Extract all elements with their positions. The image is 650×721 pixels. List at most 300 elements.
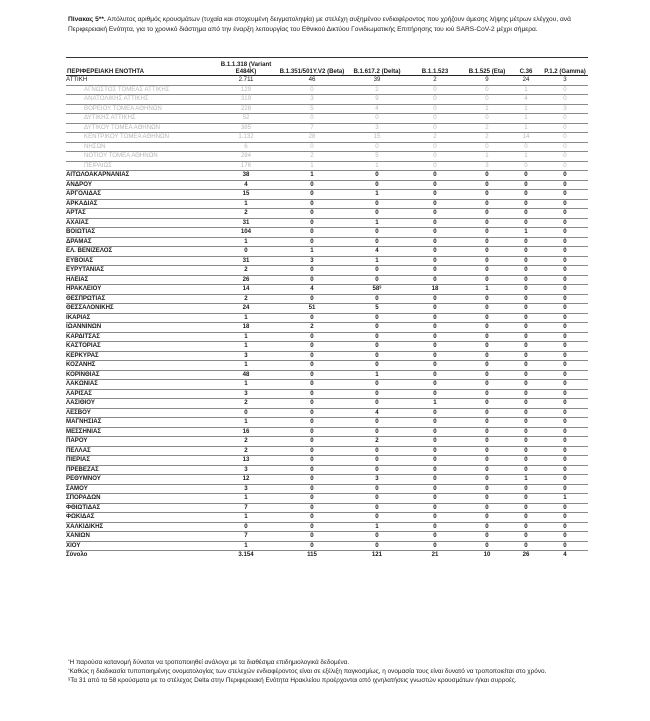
value-cell [406,342,464,352]
cell-value: 1.132 [238,133,254,140]
cell-value: 0 [563,313,567,321]
value-cell [464,456,510,466]
cell-value: 0 [485,541,489,549]
value-cell [464,342,510,352]
value-cell [464,446,510,456]
value-cell [216,399,276,409]
value-cell [510,541,542,551]
value-cell [464,275,510,285]
table-row [66,142,588,152]
value-cell [406,95,464,105]
value-cell [464,104,510,114]
cell-value: 2 [433,76,437,83]
table-row [66,532,588,542]
value-cell [542,85,588,95]
value-cell [510,456,542,466]
value-cell [406,142,464,152]
cell-value: 3 [244,351,248,359]
value-cell [510,313,542,323]
value-cell [276,342,348,352]
value-cell [542,237,588,247]
value-cell [348,123,406,133]
footnote-mark: § [379,284,382,289]
region-name: ΕΛ. ΒΕΝΙΖΕΛΟΣ [66,247,113,254]
cell-value: 9 [485,76,489,83]
value-cell [276,85,348,95]
region-name: ΑΧΑΪΑΣ [66,218,89,226]
value-cell [276,418,348,428]
cell-value: 0 [433,370,437,378]
value-cell [348,541,406,551]
value-cell [510,190,542,200]
value-cell [216,171,276,181]
value-cell [276,370,348,380]
value-cell [348,465,406,475]
cell-value: 1 [524,104,528,112]
cell-value: 0 [310,142,314,150]
cell-value: 0 [485,323,489,330]
table-row [66,275,588,285]
cell-value: 2 [244,437,248,444]
region-name: ΜΑΓΝΗΣΙΑΣ [66,418,102,425]
value-cell [464,123,510,133]
cell-value: 0 [310,332,314,340]
cell-value: 0 [375,418,379,425]
cell-value: 0 [485,266,489,273]
value-cell [216,494,276,504]
value-cell [216,484,276,494]
cell-value: 0 [563,275,567,283]
value-cell [464,484,510,494]
cell-value: 0 [524,237,528,245]
cell-value: 1 [375,370,379,378]
value-cell [510,351,542,361]
value-cell [464,532,510,542]
cell-value: 0 [433,218,437,226]
cell-value: 0 [524,256,528,264]
value-cell [464,304,510,314]
table-row [66,437,588,447]
value-cell [406,389,464,399]
cell-value: 0 [433,123,437,131]
cell-value: 0 [310,85,314,93]
value-cell [542,342,588,352]
cell-value: 0 [310,408,314,416]
value-cell [464,323,510,333]
value-cell [464,427,510,437]
cell-value: 0 [524,171,528,178]
table-row [66,294,588,304]
cell-value: 26 [242,275,250,283]
cell-value: 1 [485,285,489,292]
value-cell [464,475,510,485]
value-cell [510,304,542,314]
value-cell [276,228,348,238]
value-cell [216,123,276,133]
value-cell [406,332,464,342]
cell-value: 0 [524,456,528,463]
value-cell [510,237,542,247]
value-cell [406,161,464,171]
value-cell [542,361,588,371]
value-cell [542,446,588,456]
cell-value: 0 [524,532,528,539]
table-row [66,380,588,390]
value-cell [464,408,510,418]
value-cell [510,522,542,532]
value-cell [216,266,276,276]
value-cell [348,266,406,276]
cell-value: 0 [433,532,437,539]
footnote-text: Καθώς η διαδικασία τυποποιημένης ονοματολογίας των στελεχών ενδιαφέροντος είναι σε εξέλιξη παγκοσμίως, η ονομασία τους είναι δυνατό να τροποποιείται στο χρόνο. [69,668,547,675]
value-cell [276,494,348,504]
cell-value: 0 [375,199,379,207]
region-name: ΛΑΚΩΝΙΑΣ [66,380,98,387]
cell-value: 2 [244,399,248,406]
cell-value: 1 [244,342,248,349]
value-cell [510,133,542,143]
value-cell [276,285,348,295]
cell-value: 0 [310,427,314,435]
value-cell [510,399,542,409]
cell-value: 0 [485,199,489,207]
value-cell [510,142,542,152]
cell-value: 0 [485,332,489,340]
value-cell [216,532,276,542]
cell-value: 284 [240,152,252,159]
value-cell [510,228,542,238]
cell-value: 0 [433,209,437,216]
value-cell [348,76,406,86]
column-header: P.1.2 (Gamma) [544,67,586,75]
region-name: ΙΩΑΝΝΙΝΩΝ [66,323,102,330]
cell-value: 0 [310,399,314,406]
table-row [66,494,588,504]
cell-value: 0 [524,465,528,473]
cell-value: 0 [375,361,379,368]
value-cell [276,465,348,475]
value-cell [348,161,406,171]
value-cell [276,256,348,266]
cell-value: 0 [433,389,437,397]
cell-value: 1 [524,228,528,235]
cell-value: 6 [244,142,248,150]
value-cell [510,361,542,371]
cell-value: 0 [563,532,567,539]
value-cell [276,161,348,171]
cell-value: 0 [310,475,314,482]
value-cell [510,171,542,181]
value-cell [542,522,588,532]
value-cell [406,256,464,266]
cell-value: 0 [310,342,314,349]
cell-value: 3 [485,161,489,169]
cell-value: 2 [375,85,379,93]
value-cell [276,503,348,513]
value-cell [464,351,510,361]
cell-value: 0 [524,370,528,378]
value-cell [216,256,276,266]
value-cell [464,494,510,504]
value-cell [348,532,406,542]
cell-value: 15 [373,133,381,140]
cell-value: 0 [433,427,437,435]
value-cell [348,247,406,257]
cell-value: 0 [485,361,489,368]
total-row [66,551,588,560]
cell-value: 0 [310,418,314,425]
value-cell [216,85,276,95]
cell-value: 0 [433,171,437,178]
value-cell [276,123,348,133]
value-cell [542,380,588,390]
value-cell [406,228,464,238]
region-name: ΑΡΚΑΔΙΑΣ [66,199,98,207]
table-row [66,161,588,171]
value-cell [216,161,276,171]
cell-value: 0 [310,389,314,397]
value-cell [276,190,348,200]
cell-value: 31 [242,218,250,226]
cell-value: 4 [375,104,379,112]
total-cell: 115 [307,551,317,558]
value-cell [464,256,510,266]
cell-value: 0 [244,522,248,530]
region-name: ΔΥΤΙΚΟΥ ΤΟΜΕΑ ΑΘΗΝΩΝ [84,123,161,131]
value-cell [406,351,464,361]
cell-value: 31 [242,256,250,264]
cell-value: 12 [242,475,250,482]
cell-value: 28 [308,133,316,140]
cell-value: 0 [485,408,489,416]
cell-value: 0 [524,285,528,292]
value-cell [276,218,348,228]
value-cell [216,218,276,228]
table-row [66,313,588,323]
value-cell [348,475,406,485]
value-cell [464,294,510,304]
cell-value: 0 [433,332,437,340]
region-name: ΔΡΑΜΑΣ [66,237,92,245]
value-cell [348,133,406,143]
value-cell [406,294,464,304]
cell-value: 0 [375,446,379,454]
value-cell [542,503,588,513]
value-cell [464,389,510,399]
value-cell [406,456,464,466]
value-cell [276,399,348,409]
cell-value: 0 [485,513,489,520]
cell-value: 0 [375,142,379,150]
total-cell: 3.154 [238,551,254,558]
value-cell [464,313,510,323]
value-cell [542,408,588,418]
cell-value: 0 [375,494,379,501]
cell-value: 0 [310,446,314,454]
value-cell [464,522,510,532]
table-row [66,446,588,456]
value-cell [216,237,276,247]
cell-value: 1 [524,114,528,121]
cell-value: 0 [310,484,314,492]
cell-value: 0 [310,513,314,520]
value-cell [276,247,348,257]
cell-value: 0 [485,342,489,349]
cell-value: 0 [375,114,379,121]
cell-value: 0 [310,190,314,197]
region-name: ΠΕΙΡΑΙΩΣ [84,161,112,169]
value-cell [406,218,464,228]
cell-value: 0 [563,342,567,349]
table-caption [68,15,588,34]
cell-value: 0 [524,323,528,330]
value-cell [216,332,276,342]
region-name: ΦΩΚΙΔΑΣ [66,513,95,520]
cell-value: 0 [375,541,379,549]
cell-value: 0 [563,190,567,197]
cell-value: 7 [244,503,248,511]
cell-value: 0 [563,161,567,169]
table-body [66,76,588,551]
value-cell [464,133,510,143]
value-cell [216,95,276,105]
value-cell [406,541,464,551]
cell-value: 3 [244,389,248,397]
region-name: ΑΡΓΟΛΙΔΑΣ [66,190,101,197]
value-cell [542,180,588,190]
value-cell [542,418,588,428]
cell-value: 0 [433,190,437,197]
value-cell [542,494,588,504]
cell-value: 2 [485,133,489,140]
cell-value: 0 [310,351,314,359]
cell-value: 0 [563,380,567,387]
cell-value: 7 [244,532,248,539]
cell-value: 0 [524,351,528,359]
cell-value: 5 [310,104,314,112]
cell-value: 0 [433,351,437,359]
value-cell [216,389,276,399]
value-cell [348,237,406,247]
value-cell [542,171,588,181]
cell-value: 0 [310,199,314,207]
value-cell [542,465,588,475]
value-cell [542,484,588,494]
value-cell [216,228,276,238]
value-cell [542,351,588,361]
footnote-1 [68,658,588,667]
table-row [66,218,588,228]
value-cell [216,342,276,352]
cell-value: 0 [563,218,567,226]
cell-value: 1 [244,313,248,321]
table-row [66,285,588,295]
column-header: C.36 [519,67,533,75]
cell-value: 0 [310,465,314,473]
cell-value: 3 [310,256,314,264]
cell-value: 0 [524,161,528,169]
footnote-2 [68,667,588,676]
value-cell [510,275,542,285]
cell-value: 0 [563,152,567,159]
value-cell [406,285,464,295]
table-row [66,332,588,342]
cell-value: 0 [310,294,314,302]
value-cell [542,456,588,466]
value-cell [216,437,276,447]
value-cell [464,114,510,124]
table-row [66,503,588,513]
cell-value: 0 [485,237,489,245]
cell-value: 0 [563,142,567,150]
cell-value: 0 [485,247,489,254]
cell-value: 0 [433,114,437,121]
value-cell [276,152,348,162]
cell-value: 0 [563,332,567,340]
table-row [66,76,588,86]
value-cell [542,142,588,152]
value-cell [216,408,276,418]
cell-value: 0 [433,446,437,454]
table-row [66,95,588,105]
value-cell [510,209,542,219]
value-cell [464,437,510,447]
value-cell [348,228,406,238]
value-cell [406,475,464,485]
value-cell [216,285,276,295]
value-cell [542,285,588,295]
value-cell [276,237,348,247]
cell-value: 0 [375,427,379,435]
cell-value: 1 [244,380,248,387]
table-row [66,171,588,181]
cell-value: 0 [310,456,314,463]
value-cell [276,484,348,494]
value-cell [348,446,406,456]
cell-value: 2 [244,209,248,216]
cell-value: 176 [240,161,252,169]
cell-value: 0 [524,342,528,349]
footnote-text: Τα 31 από τα 58 κρούσματα με το στέλεχος Delta στην Περιφερειακή Ενότητα Ηρακλείου προέρχονται από ιχνηλατήσεις γνωστών κρουσμάτων ή/και συρροές. [70,677,517,684]
value-cell [406,513,464,523]
cell-value: 3 [563,76,567,83]
value-cell [276,389,348,399]
cell-value: 0 [524,484,528,492]
cell-value: 1 [244,494,248,501]
cell-value: 1 [524,152,528,159]
value-cell [216,304,276,314]
value-cell [542,95,588,105]
region-name: ΗΡΑΚΛΕΙΟΥ [66,285,102,292]
value-cell [348,494,406,504]
cell-value: 0 [524,294,528,302]
cell-value: 0 [310,209,314,216]
cell-value: 0 [485,114,489,121]
region-name: ΚΕΝΤΡΙΚΟΥ ΤΟΜΕΑ ΑΘΗΝΩΝ [84,133,169,140]
cell-value: 0 [524,361,528,368]
value-cell [276,437,348,447]
cell-value: 0 [485,427,489,435]
value-cell [542,133,588,143]
cell-value: 228 [240,104,252,112]
table-row [66,465,588,475]
value-cell [510,427,542,437]
region-name: ΚΟΡΙΝΘΙΑΣ [66,370,100,378]
value-cell [216,522,276,532]
value-cell [276,133,348,143]
column-header: B.1.617.2 (Delta) [353,67,401,75]
value-cell [510,418,542,428]
